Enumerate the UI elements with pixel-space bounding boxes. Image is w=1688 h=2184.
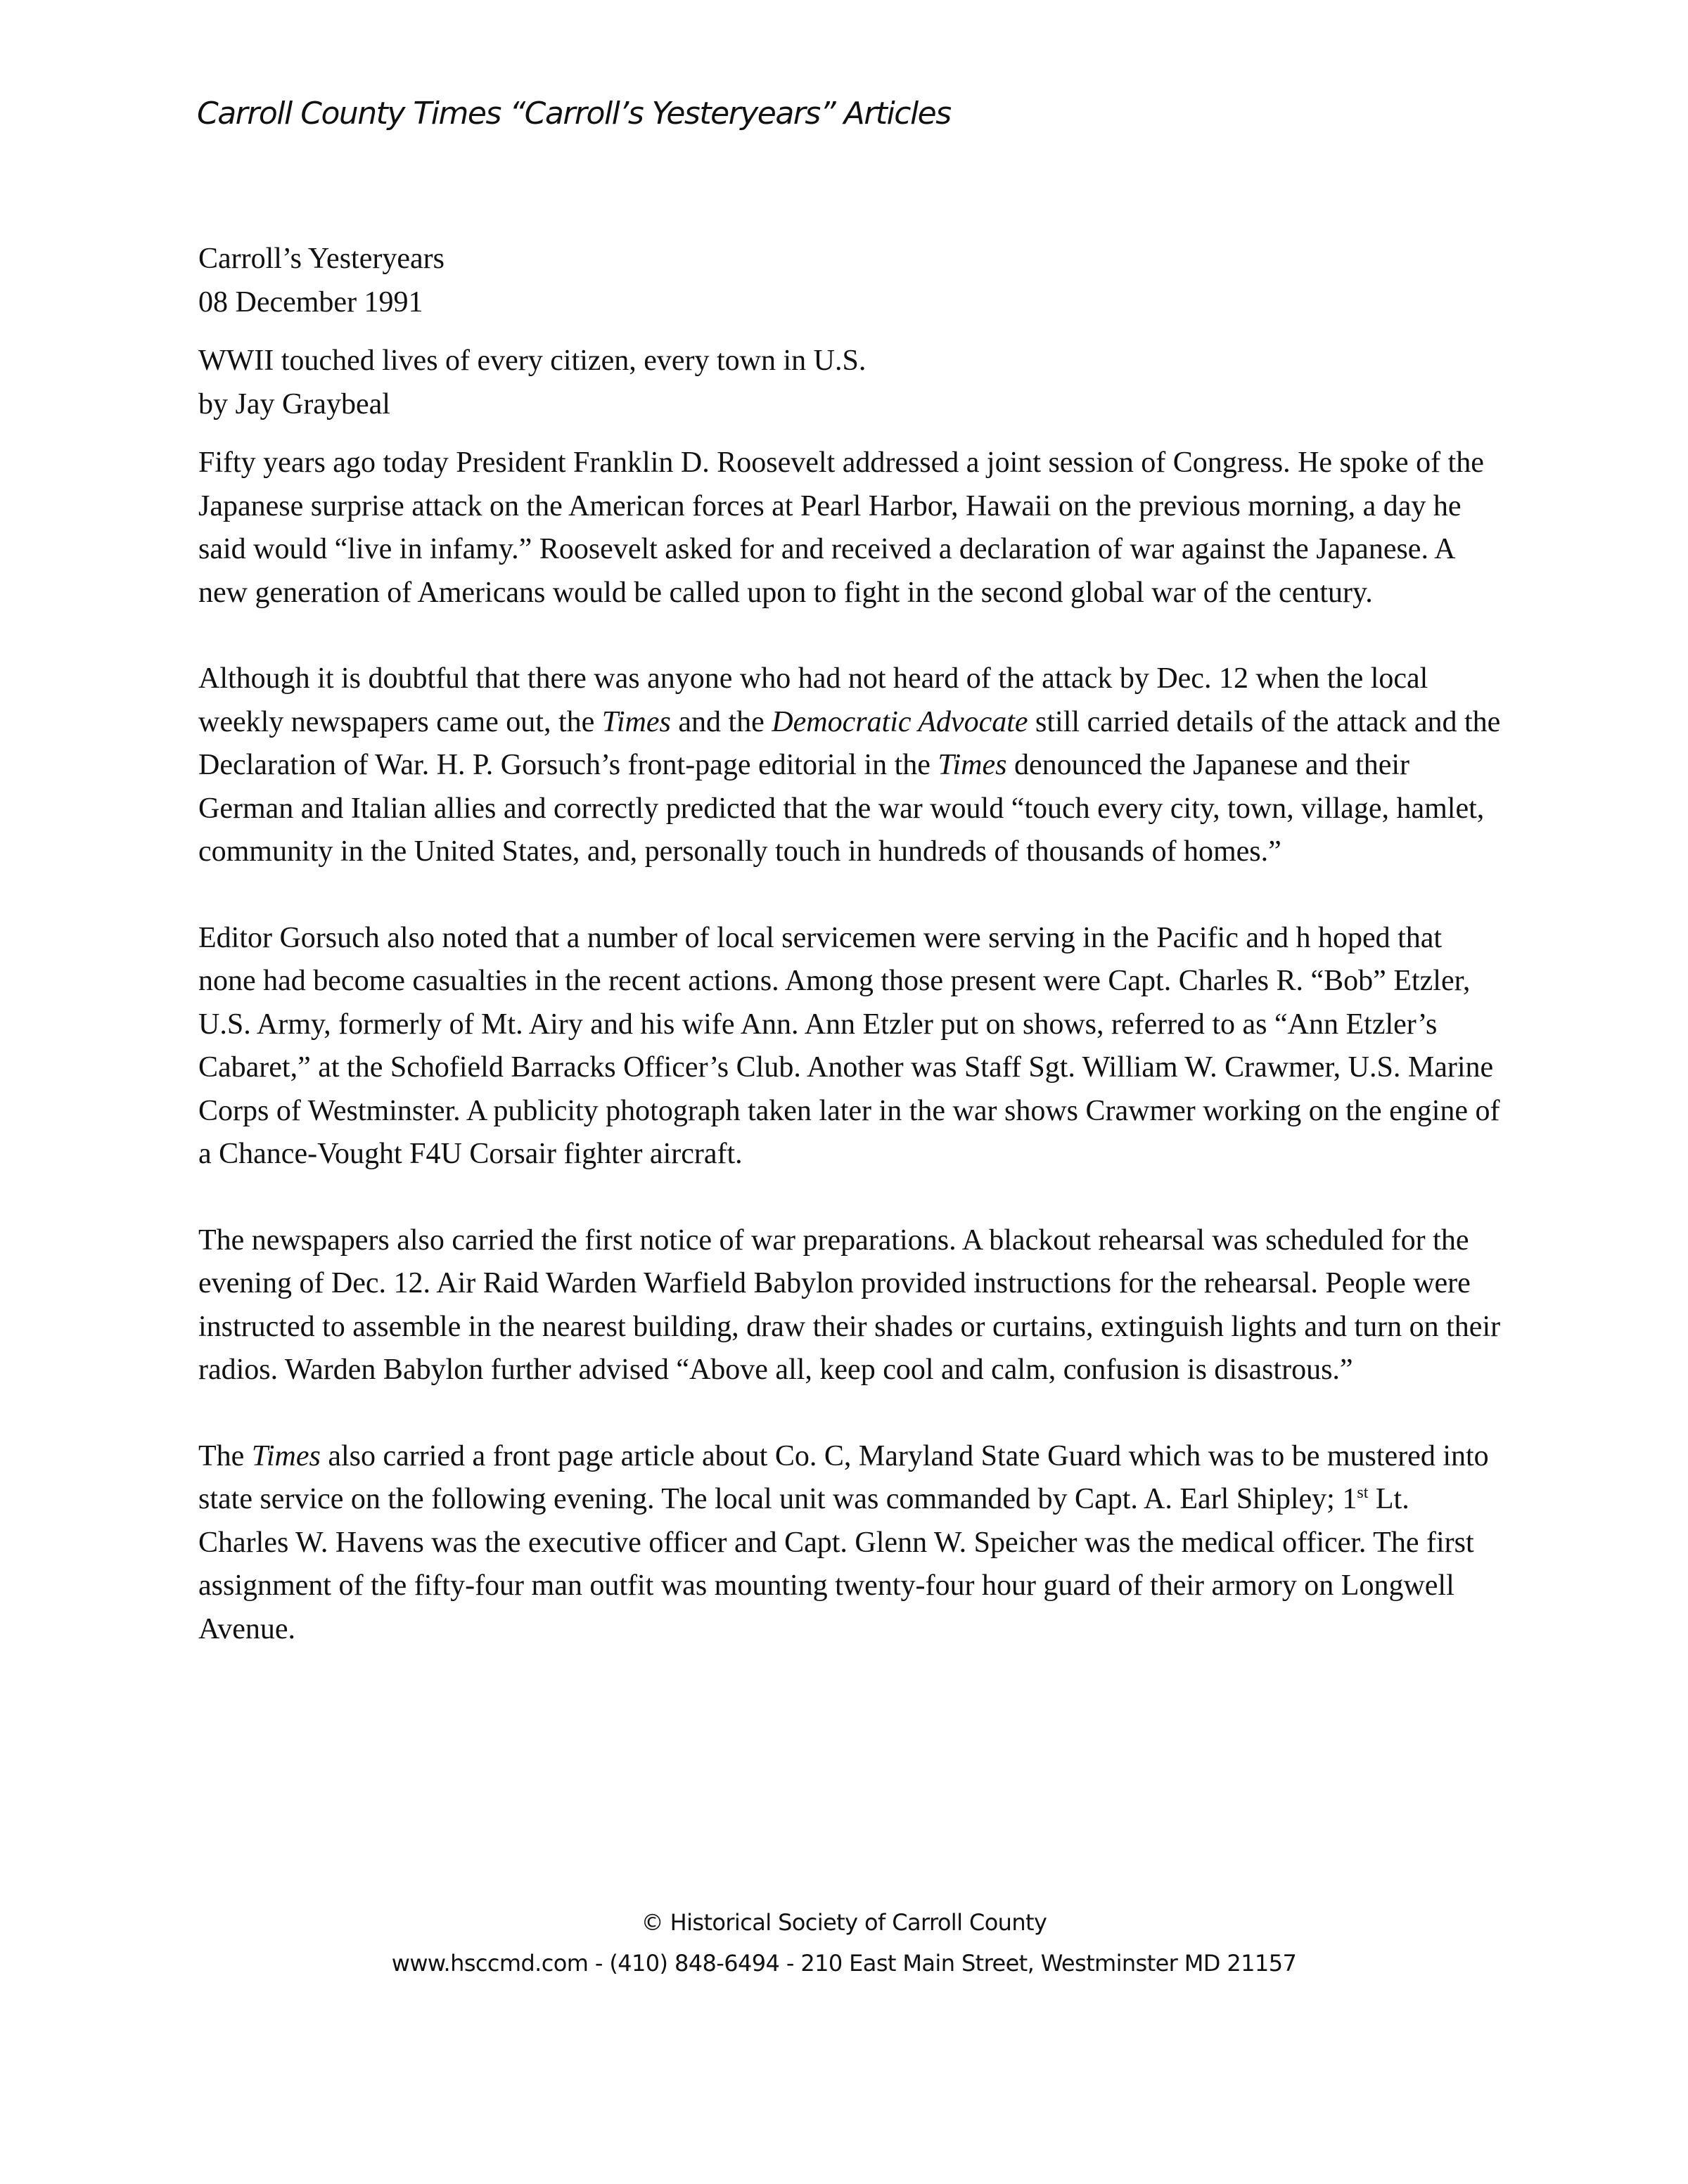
paragraph-text: denounced the Japanese and their German and Italian allies and correctly predicted that the war would “touch every city, town, village, hamlet, community in the United States, and, personally touch in hundreds of thousands of homes.” [198, 749, 1485, 868]
article-paragraph [198, 442, 1507, 615]
paragraph-text: The newspapers also carried the first notice of war preparations. A blackout rehearsal was scheduled for the evening of Dec. 12. Air Raid Warden Warfield Babylon provided instructions for the rehearsal. People were instructed to assemble in the nearest building, draw their shades or curtains, extinguish lights and turn on their radios. Warden Babylon further advised “Above all, keep cool and calm, confusion is disastrous.” [198, 1223, 1501, 1386]
article [198, 238, 1507, 1694]
footer-contact: www.hsccmd.com - (410) 848-6494 - 210 East Main Street, Westminster MD 21157 [391, 1950, 1297, 1977]
paragraph-text: Lt. Charles W. Havens was the executive officer and Capt. Glenn W. Speicher was the medical officer. The first assignment of the fifty-four man outfit was mounting twenty-four hour guard of their armory on Longwell Avenue. [198, 1483, 1474, 1645]
article-date: 08 December 1991 [198, 285, 423, 319]
article-headline: WWII touched lives of every citizen, every town in U.S. [198, 345, 867, 377]
publication-name: Times [251, 1439, 321, 1472]
article-paragraph [198, 1219, 1507, 1392]
article-byline: by Jay Graybeal [198, 387, 390, 420]
article-body [198, 442, 1507, 1651]
article-paragraph [198, 657, 1507, 874]
publication-name: Times [938, 749, 1007, 781]
column-name: Carroll’s Yesteryears [198, 243, 445, 275]
article-meta [198, 238, 1507, 324]
publication-name: Democratic Advocate [772, 705, 1028, 738]
page-header-title: Carroll County Times “Carroll’s Yesteryears” Articles [197, 96, 951, 131]
paragraph-text: Editor Gorsuch also noted that a number of local servicemen were serving in the Pacific and h hoped that none had become casualties in the recent actions. Among those present were Capt. Charles R. “Bob” Etzler, U.S. Army, formerly of Mt. Airy and his wife Ann. Ann Etzler put on shows, referred to as “Ann Etzler’s Cabaret,” at the Schofield Barracks Officer’s Club. Another was Staff Sgt. William W. Crawmer, U.S. Marine Corps of Westminster. A publicity photograph taken later in the war shows Crawmer working on the engine of a Chance-Vought F4U Corsair fighter aircraft. [198, 921, 1500, 1170]
page-footer [0, 1902, 1688, 1984]
paragraph-text: Although it is doubtful that there was anyone who had not heard of the attack by Dec. 12 when the local weekly newspapers came out, the [198, 662, 1428, 738]
publication-name: Times [601, 705, 671, 738]
paragraph-text: and the [670, 705, 772, 738]
paragraph-text: still carried details of the attack and the Declaration of War. H. P. Gorsuch’s front-page editorial in the [198, 705, 1501, 781]
article-title-block [198, 340, 1507, 426]
paragraph-text: The [198, 1439, 252, 1472]
footer-copyright: © Historical Society of Carroll County [641, 1909, 1047, 1936]
ordinal-suffix: st [1357, 1484, 1369, 1502]
article-paragraph [198, 917, 1507, 1176]
paragraph-text: also carried a front page article about Co. C, Maryland State Guard which was to be mustered into state service on the following evening. The local unit was commanded by Capt. A. Earl Shipley; 1 [198, 1439, 1489, 1515]
paragraph-text: Fifty years ago today President Franklin D. Roosevelt addressed a joint session of Congress. He spoke of the Japanese surprise attack on the American forces at Pearl Harbor, Hawaii on the previous morning, a day he said would “live in infamy.” Roosevelt asked for and received a declaration of war against the Japanese. A new generation of Americans would be called upon to fight in the second global war of the century. [198, 447, 1484, 609]
article-paragraph [198, 1435, 1507, 1652]
